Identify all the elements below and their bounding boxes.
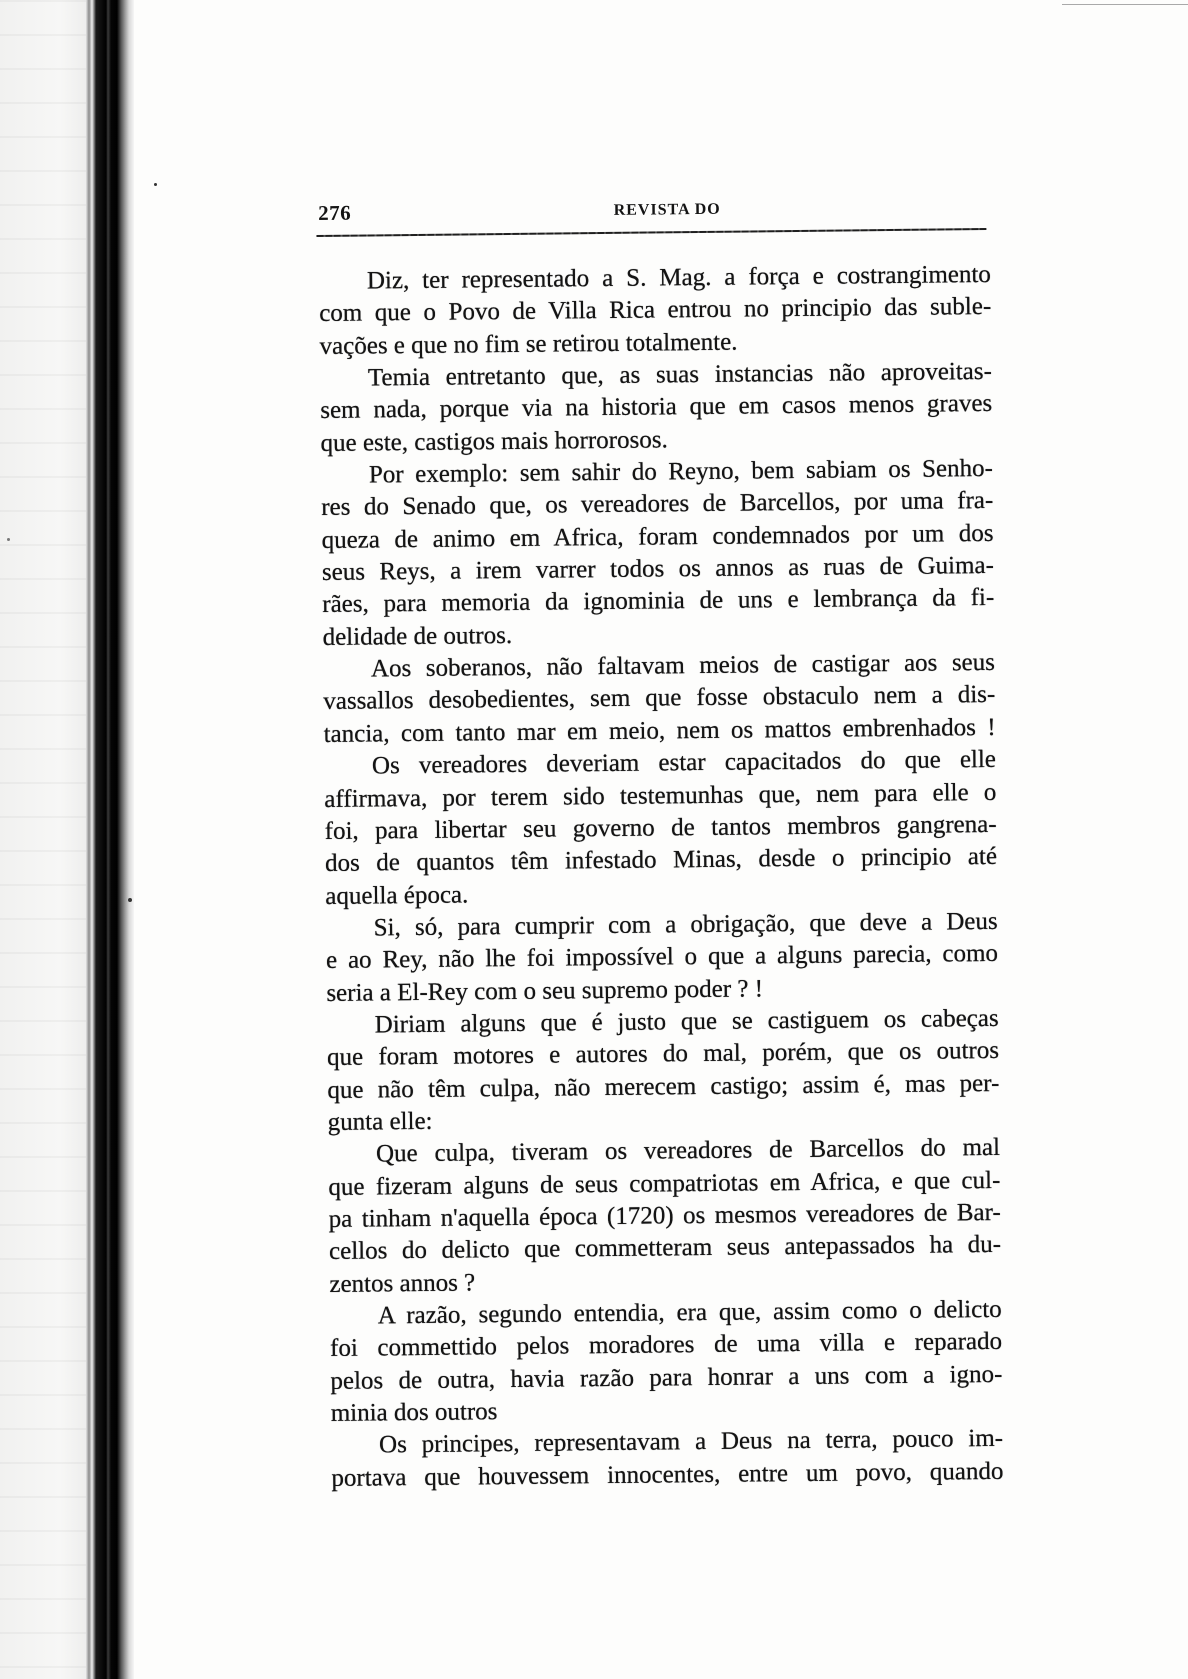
text-line: res do Senado que, os vereadores de Barcellos, por uma fra- xyxy=(321,487,994,522)
text-line: seus Reys, a irem varrer todos os annos as ruas de Guima- xyxy=(321,552,995,587)
scan-speck xyxy=(128,898,132,902)
text-line: delidade de outros. xyxy=(322,621,513,651)
running-title: REVISTA DO xyxy=(613,200,721,219)
text-line: que não têm culpa, não merecem castigo; assim é, mas per- xyxy=(327,1069,1000,1104)
text-line: que fizeram alguns de seus compatriotas em Africa, e que cul- xyxy=(328,1166,1001,1201)
text-line: sem nada, porque via na historia que em casos menos graves xyxy=(320,390,993,425)
text-line: Diz, ter representado a S. Mag. a força e costrangimento xyxy=(366,260,992,295)
scan-speck xyxy=(7,538,10,541)
text-line: cellos do delicto que commetteram seus antepassados ha du- xyxy=(328,1231,1002,1266)
text-line: com que o Povo de Villa Rica entrou no principio das suble- xyxy=(319,293,992,328)
text-line: Os vereadores deveriam estar capacitados do que elle xyxy=(371,746,997,780)
text-line: zentos annos ? xyxy=(329,1269,476,1298)
text-line: pa tinham n'aquella época (1720) os mesmos vereadores de Bar- xyxy=(328,1198,1001,1233)
paragraph xyxy=(320,356,993,460)
scan-speck xyxy=(154,183,157,186)
text-line: queza de animo em Africa, foram condemnados por um dos xyxy=(321,519,994,554)
paragraph xyxy=(321,453,995,654)
text-line: vações e que no fim se retirou totalmente. xyxy=(319,328,738,360)
text-line: foi commettido pelos moradores de uma villa e reparado xyxy=(329,1328,1003,1363)
text-line: seria a El-Rey com o seu supremo poder ? ! xyxy=(326,974,764,1007)
text-line: e ao Rey, não lhe foi impossível o que a alguns parecia, como xyxy=(325,940,999,975)
text-line: Por exemplo: sem sahir do Reyno, bem sabiam os Senho- xyxy=(368,455,994,489)
text-line: Aos soberanos, não faltavam meios de castigar aos seus xyxy=(370,649,996,683)
text-line: dos de quantos têm infestado Minas, desde o principio até xyxy=(324,843,998,878)
text-line: Que culpa, tiveram os vereadores de Barcellos do mal xyxy=(375,1134,1001,1168)
text-line: Temia entretanto que, as suas instancias não aproveitas- xyxy=(367,357,993,392)
printed-page xyxy=(318,188,1004,1492)
text-line: tancia, com tanto mar em meio, nem os mattos embrenhados ! xyxy=(323,713,996,748)
text-line: foi, para libertar seu governo de tantos membros gangrena- xyxy=(324,810,997,845)
text-line: Os principes, representavam a Deus na terra, pouco im- xyxy=(378,1425,1004,1459)
text-line: minia dos outros xyxy=(330,1398,498,1427)
scan-edge-line xyxy=(1062,4,1188,5)
text-line: A razão, segundo entendia, era que, assim como o delicto xyxy=(377,1295,1002,1330)
paragraph xyxy=(328,1132,1002,1301)
text-line: que este, castigos mais horrorosos. xyxy=(320,426,668,457)
paragraph xyxy=(323,647,996,751)
text-line: vassallos desobedientes, sem que fosse obstaculo nem a dis- xyxy=(323,681,996,716)
paragraph xyxy=(331,1423,1004,1495)
text-line: Si, só, para cumprir com a obrigação, que deve a Deus xyxy=(373,907,998,942)
text-line: rães, para memoria da ignominia de uns e lembrança da fi- xyxy=(322,584,995,619)
paragraph xyxy=(326,906,999,1010)
paragraph xyxy=(330,1294,1003,1430)
text-line: Diriam alguns que é justo que se castiguem os cabeças xyxy=(374,1004,999,1039)
text-line: pelos de outra, havia razão para honrar a uns com a igno- xyxy=(330,1360,1003,1395)
page-number: 276 xyxy=(318,200,352,225)
text-line: aquella época. xyxy=(325,880,469,910)
paragraph xyxy=(324,744,998,913)
text-line: gunta elle: xyxy=(327,1107,433,1136)
running-head xyxy=(318,188,990,231)
binding-gutter xyxy=(86,0,134,1679)
body-text xyxy=(319,259,1004,1495)
text-line: portava que houvessem innocentes, entre um povo, quando xyxy=(331,1457,1004,1492)
facing-page-ghost-margin xyxy=(0,0,86,1679)
text-line: que foram motores e autores do mal, porém, que os outros xyxy=(326,1037,1000,1072)
text-line: affirmava, por terem sido testemunhas que, nem para elle o xyxy=(324,778,997,813)
paragraph xyxy=(327,1003,1000,1139)
paragraph xyxy=(319,259,992,363)
